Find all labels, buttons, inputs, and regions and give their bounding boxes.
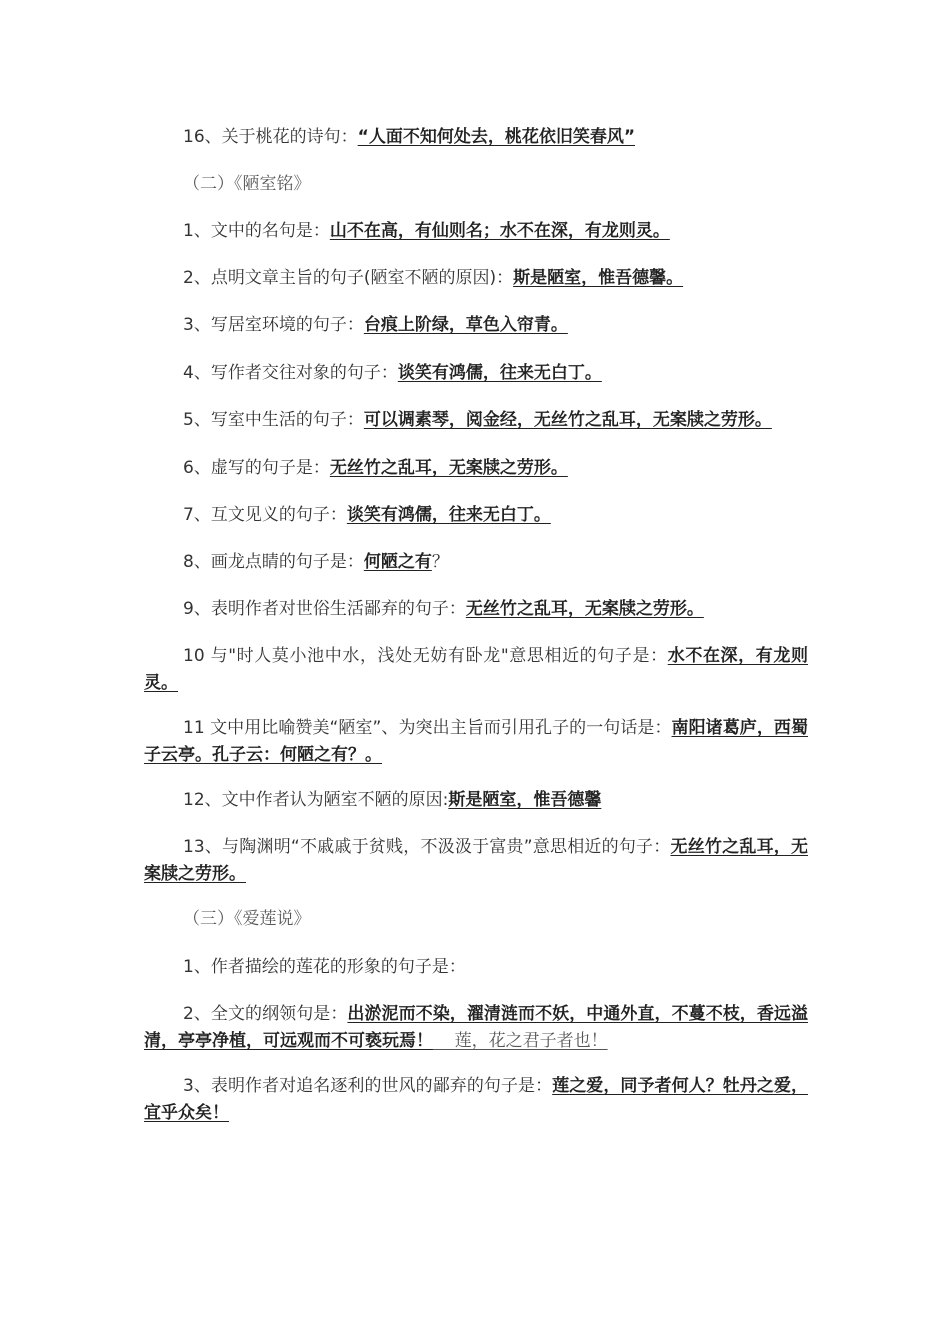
item-11-confucius-quote xyxy=(144,715,808,769)
item-5-life xyxy=(183,407,772,434)
item-answer: 莲之爱，同予者何人？牡丹之爱，宜乎众矣！ xyxy=(144,1076,809,1123)
item-12-reason xyxy=(183,787,601,814)
item-10-similar-meaning xyxy=(144,643,808,697)
item-tail-text: 莲，花之君子者也！ xyxy=(454,1031,608,1051)
item-prefix: 3、表明作者对追名逐利的世风的鄙弃的句子是： xyxy=(183,1076,553,1096)
item-answer: 谈笑有鸿儒，往来无白丁。 xyxy=(397,363,602,383)
item-answer: 无丝竹之乱耳，无案牍之劳形。 xyxy=(329,458,568,478)
item-answer: 斯是陋室，惟吾德馨。 xyxy=(513,268,684,288)
item-answer: 无丝竹之乱耳，无案牍之劳形。 xyxy=(465,599,704,619)
item-answer: 无丝竹之乱耳，无案牍之劳形。 xyxy=(144,837,809,884)
item-answer: 何陋之有 xyxy=(363,552,432,572)
item-tail xyxy=(433,1031,608,1051)
item-answer: 斯是陋室，惟吾德馨 xyxy=(448,790,602,810)
item-8-finishing-touch xyxy=(183,549,449,576)
item-3-environment xyxy=(183,312,568,339)
item-16-peach-blossom xyxy=(183,124,635,151)
item-3-fame-disdain xyxy=(144,1073,808,1127)
item-2-theme-sentence xyxy=(183,265,683,292)
item-1-famous-line xyxy=(183,218,670,245)
item-prefix: 12、文中作者认为陋室不陋的原因: xyxy=(183,790,449,810)
item-prefix: 3、写居室环境的句子： xyxy=(183,315,364,335)
item-answer: 山不在高，有仙则名；水不在深，有龙则灵。 xyxy=(329,221,670,241)
item-2-key-sentence xyxy=(144,1001,808,1055)
item-answer: 出淤泥而不染，濯清涟而不妖，中通外直，不蔓不枝，香远溢清，亭亭净植，可远观而不可亵玩焉！ xyxy=(144,1004,808,1051)
item-prefix: 9、表明作者对世俗生活鄙弃的句子： xyxy=(183,599,466,619)
item-prefix: 1、文中的名句是： xyxy=(183,221,330,241)
item-suffix: ？ xyxy=(431,552,449,572)
item-7-intertextual xyxy=(183,502,551,529)
item-prefix: 16、关于桃花的诗句： xyxy=(183,127,358,147)
item-answer: 谈笑有鸿儒，往来无白丁。 xyxy=(346,505,551,525)
item-answer: 台痕上阶绿，草色入帘青。 xyxy=(363,315,568,335)
section-title: （二）《陋室铭》 xyxy=(183,174,311,194)
item-prefix: 5、写室中生活的句子： xyxy=(183,410,364,430)
item-prefix: 4、写作者交往对象的句子： xyxy=(183,363,398,383)
section-heading-loushiming xyxy=(183,171,311,198)
item-6-virtual xyxy=(183,455,568,482)
item-prefix: 6、虚写的句子是： xyxy=(183,458,330,478)
item-answer: 可以调素琴，阅金经，无丝竹之乱耳，无案牍之劳形。 xyxy=(363,410,772,430)
item-prefix: 7、互文见义的句子： xyxy=(183,505,347,525)
section-title: （三）《爱莲说》 xyxy=(183,909,311,929)
item-4-friends xyxy=(183,360,602,387)
item-prefix: 2、点明文章主旨的句子(陋室不陋的原因)： xyxy=(183,268,514,288)
item-prefix: 2、全文的纲领句是： xyxy=(183,1004,348,1024)
item-prefix: 11 文中用比喻赞美“陋室”、为突出主旨而引用孔子的一句话是： xyxy=(183,718,672,738)
section-heading-ailianshuo xyxy=(183,906,311,933)
item-answer: “人面不知何处去，桃花依旧笑春风” xyxy=(357,127,635,147)
item-prefix: 10 与"时人莫小池中水，浅处无妨有卧龙"意思相近的句子是： xyxy=(183,646,668,666)
item-prefix: 13、与陶渊明“不戚戚于贫贱，不汲汲于富贵”意思相近的句子： xyxy=(183,837,671,857)
item-13-tao-yuanming xyxy=(144,834,808,888)
item-9-disdain xyxy=(183,596,704,623)
item-prefix: 1、作者描绘的莲花的形象的句子是： xyxy=(183,957,466,977)
item-answer: 南阳诸葛庐，西蜀子云亭。孔子云：何陋之有？。 xyxy=(144,718,809,765)
item-1-lotus-image xyxy=(183,954,466,981)
item-answer: 水不在深，有龙则灵。 xyxy=(144,646,808,693)
item-prefix: 8、画龙点睛的句子是： xyxy=(183,552,364,572)
